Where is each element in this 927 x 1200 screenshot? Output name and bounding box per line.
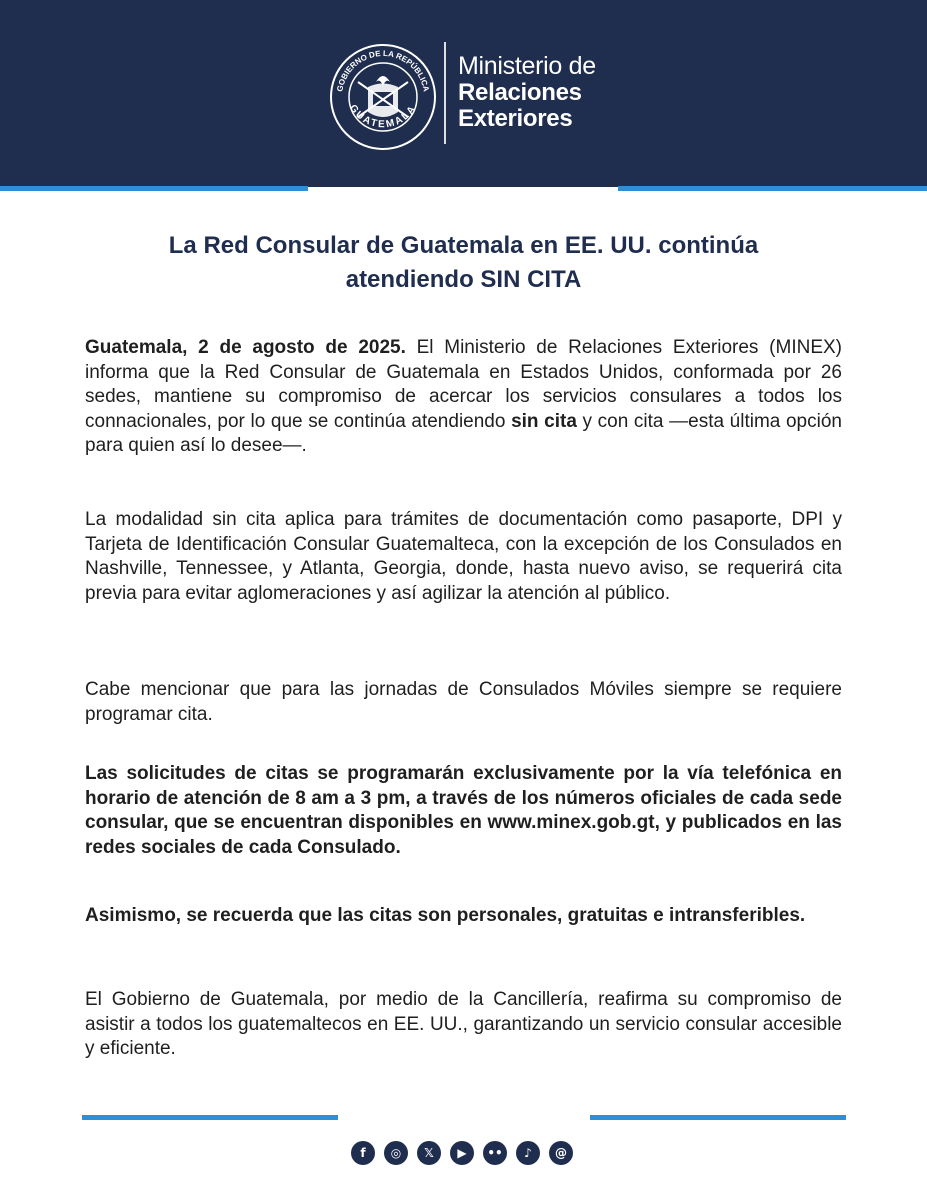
title-line-2: atendiendo SIN CITA — [345, 266, 582, 293]
paragraph-6: El Gobierno de Guatemala, por medio de la Cancillería, reafirma su compromiso de asistir a todos los guatemaltecos en EE. UU., garantizando un servicio consular accesible y eficiente. — [85, 989, 842, 1059]
seal-text-top: GOBIERNO DE LA REPÚBLICA — [335, 48, 431, 93]
header-banner — [0, 0, 927, 187]
ministry-line-2: Relaciones — [458, 79, 582, 106]
youtube-icon[interactable]: ▶ — [450, 1141, 474, 1165]
ministry-name — [458, 54, 596, 131]
guatemala-seal-logo — [328, 42, 438, 152]
dateline: Guatemala, 2 de agosto de 2025. — [85, 337, 406, 358]
paragraph-1 — [85, 336, 842, 459]
header-divider — [444, 42, 446, 144]
paragraph-1-emphasis: sin cita — [511, 410, 577, 432]
seal-text-bottom: GUATEMALA — [346, 102, 420, 131]
title-line-1: La Red Consular de Guatemala en EE. UU. continúa — [168, 232, 759, 259]
paragraph-1-text: El Ministerio de Relaciones Exteriores (MINEX) informa que la Red Consular de Guatemala en Estados Unidos, conformada por 26 sedes, mantiene su compromiso de acercar los servicios consulares a todos los connacionales, por lo que se continúa atendiendo — [85, 337, 842, 432]
paragraph-4: Las solicitudes de citas se programarán exclusivamente por la vía telefónica en horario de atención de 8 am a 3 pm, a través de los números oficiales de cada sede consular, que se encuentran disponibles en www.minex.gob.gt, y publicados en las redes sociales de cada Consulado. — [85, 763, 842, 858]
ministry-line-3: Exteriores — [458, 105, 573, 132]
paragraph-3: Cabe mencionar que para las jornadas de Consulados Móviles siempre se requiere programar cita. — [85, 679, 842, 725]
paragraph-5: Asimismo, se recuerda que las citas son personales, gratuitas e intransferibles. — [85, 905, 806, 926]
threads-icon[interactable]: @ — [549, 1141, 573, 1165]
flickr-icon[interactable]: •• — [483, 1141, 507, 1165]
instagram-icon[interactable]: ◎ — [384, 1141, 408, 1165]
header-accent-bar-right — [618, 186, 927, 191]
page-title — [100, 229, 827, 297]
facebook-icon[interactable]: f — [351, 1141, 375, 1165]
header-accent-bar-left — [0, 186, 308, 191]
x-icon[interactable]: 𝕏 — [417, 1141, 441, 1165]
tiktok-icon[interactable]: ♪ — [516, 1141, 540, 1165]
social-icons-row — [351, 1141, 573, 1169]
paragraph-1-tail: y con cita —esta última opción para quien así lo desee—. — [85, 410, 842, 456]
footer-accent-bar-left — [82, 1115, 338, 1120]
footer-accent-bar-right — [590, 1115, 846, 1120]
paragraph-2: La modalidad sin cita aplica para trámites de documentación como pasaporte, DPI y Tarjeta de Identificación Consular Guatemalteca, con la excepción de los Consulados en Nashville, Tennessee, y Atlanta, Georgia, donde, hasta nuevo aviso, se requerirá cita previa para evitar aglomeraciones y así agilizar la atención al público. — [85, 509, 842, 604]
ministry-line-1: Ministerio de — [458, 52, 596, 80]
